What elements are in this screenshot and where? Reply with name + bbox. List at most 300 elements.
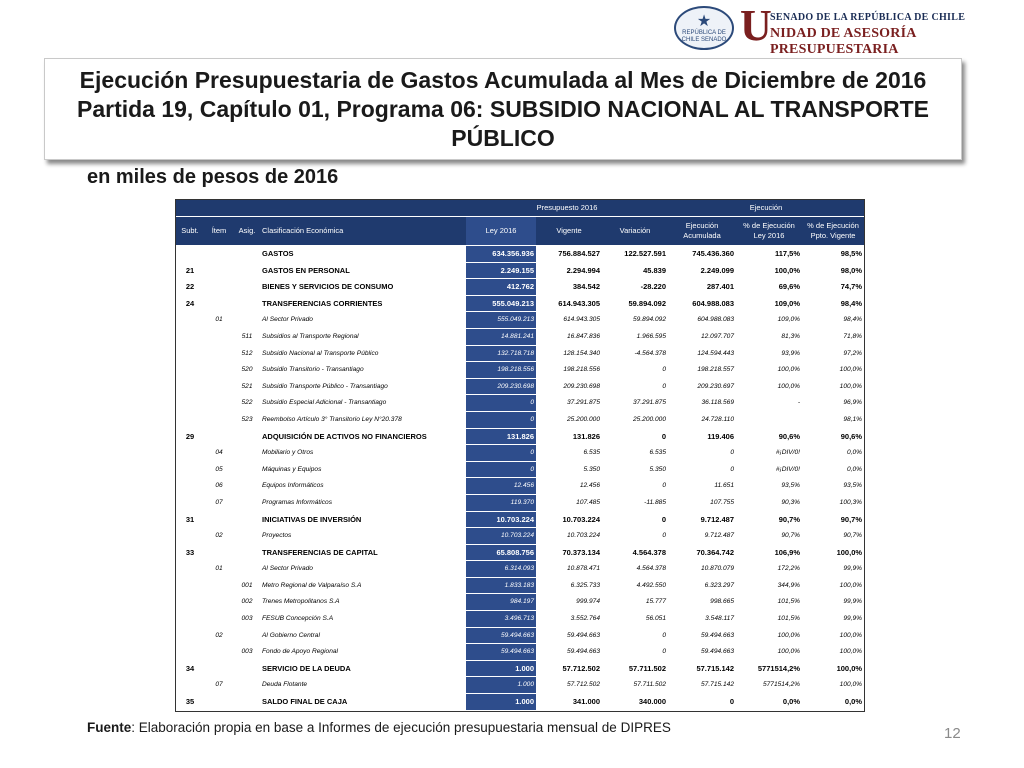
cell-description: Proyectos [260, 528, 466, 545]
cell-variacion: 0 [602, 528, 668, 545]
cell-ley: 0 [466, 411, 536, 428]
table-row [176, 461, 864, 478]
cell-item [204, 395, 234, 412]
table-row [176, 660, 864, 677]
cell-description: Al Sector Privado [260, 561, 466, 578]
cell-asig: 512 [234, 345, 260, 362]
cell-vigente: 128.154.340 [536, 345, 602, 362]
cell-subt: 31 [176, 511, 204, 528]
cell-pct-vigente: 100,0% [802, 577, 864, 594]
cell-asig [234, 677, 260, 694]
cell-pct-ley: 117,5% [736, 246, 802, 263]
cell-ejecucion: 0 [668, 445, 736, 462]
table-row [176, 295, 864, 312]
cell-pct-ley: 5771514,2% [736, 660, 802, 677]
cell-variacion: 57.711.502 [602, 677, 668, 694]
cell-variacion: 15.777 [602, 594, 668, 611]
cell-vigente: 131.826 [536, 428, 602, 445]
table-row [176, 561, 864, 578]
cell-item [204, 262, 234, 279]
cell-pct-ley: 101,5% [736, 594, 802, 611]
cell-item [204, 362, 234, 379]
col-header-pct-vigente: % de Ejecución Ppto. Vigente [802, 217, 864, 246]
cell-ley: 1.000 [466, 694, 536, 711]
cell-vigente: 756.884.527 [536, 246, 602, 263]
cell-pct-vigente: 71,8% [802, 328, 864, 345]
cell-pct-ley: 109,0% [736, 295, 802, 312]
page-title [45, 59, 961, 153]
cell-variacion: 0 [602, 511, 668, 528]
cell-variacion: 5.350 [602, 461, 668, 478]
cell-vigente: 5.350 [536, 461, 602, 478]
cell-ejecucion: 57.715.142 [668, 677, 736, 694]
col-header-item: Ítem [204, 217, 234, 246]
cell-ley: 984.197 [466, 594, 536, 611]
footer-text: : Elaboración propia en base a Informes de ejecución presupuestaria mensual de DIPRES [131, 720, 671, 735]
cell-asig [234, 428, 260, 445]
cell-pct-vigente: 100,0% [802, 378, 864, 395]
cell-pct-ley: 93,9% [736, 345, 802, 362]
cell-description: Subsidio Transporte Público - Transantiago [260, 378, 466, 395]
cell-ejecucion: 0 [668, 694, 736, 711]
cell-ley: 0 [466, 395, 536, 412]
cell-item [204, 345, 234, 362]
col-header-ejecucion: Ejecución Acumulada [668, 217, 736, 246]
title-box [44, 58, 962, 160]
group-header-presupuesto: Presupuesto 2016 [466, 200, 668, 217]
cell-vigente: 10.878.471 [536, 561, 602, 578]
cell-description: Subsidios al Transporte Regional [260, 328, 466, 345]
units-subtitle: en miles de pesos de 2016 [87, 166, 339, 188]
cell-subt: 24 [176, 295, 204, 312]
cell-description: SERVICIO DE LA DEUDA [260, 660, 466, 677]
cell-subt [176, 395, 204, 412]
cell-asig [234, 478, 260, 495]
cell-subt: 35 [176, 694, 204, 711]
cell-ejecucion: 745.436.360 [668, 246, 736, 263]
cell-ejecucion: 9.712.487 [668, 511, 736, 528]
cell-ley: 1.000 [466, 677, 536, 694]
cell-subt [176, 494, 204, 511]
cell-ley: 555.049.213 [466, 295, 536, 312]
cell-description: Mobiliario y Otros [260, 445, 466, 462]
cell-ejecucion: 59.494.663 [668, 644, 736, 661]
title-line-3: PÚBLICO [451, 125, 555, 151]
cell-vigente: 6.535 [536, 445, 602, 462]
cell-variacion: 122.527.591 [602, 246, 668, 263]
cell-pct-vigente: 98,5% [802, 246, 864, 263]
logo-unit-name: NIDAD DE ASESORÍA PRESUPUESTARIA [770, 26, 916, 57]
cell-ejecucion: 57.715.142 [668, 660, 736, 677]
cell-asig [234, 511, 260, 528]
cell-pct-ley: 172,2% [736, 561, 802, 578]
cell-item: 05 [204, 461, 234, 478]
cell-ejecucion: 107.755 [668, 494, 736, 511]
cell-item [204, 295, 234, 312]
cell-description: Metro Regional de Valparaíso S.A [260, 577, 466, 594]
cell-variacion: 6.535 [602, 445, 668, 462]
cell-vigente: 12.456 [536, 478, 602, 495]
cell-pct-ley: 100,0% [736, 378, 802, 395]
cell-variacion: 57.711.502 [602, 660, 668, 677]
footer-label: Fuente [87, 720, 132, 735]
table-row [176, 611, 864, 628]
cell-ley: 10.703.224 [466, 528, 536, 545]
cell-ejecucion: 2.249.099 [668, 262, 736, 279]
cell-pct-ley: 90,7% [736, 511, 802, 528]
cell-asig: 003 [234, 611, 260, 628]
cell-asig [234, 312, 260, 329]
cell-ley: 0 [466, 445, 536, 462]
group-header-ejecucion: Ejecución [668, 200, 864, 217]
table-row [176, 362, 864, 379]
cell-description: Subsidio Transitorio - Transantiago [260, 362, 466, 379]
table-row [176, 445, 864, 462]
cell-item [204, 594, 234, 611]
table-row [176, 395, 864, 412]
cell-pct-ley: 100,0% [736, 262, 802, 279]
table-row [176, 677, 864, 694]
cell-variacion: 59.894.092 [602, 295, 668, 312]
cell-pct-vigente: 96,9% [802, 395, 864, 412]
cell-variacion: 4.564.378 [602, 561, 668, 578]
cell-description: Al Gobierno Central [260, 627, 466, 644]
cell-vigente: 25.200.000 [536, 411, 602, 428]
table-row [176, 328, 864, 345]
col-header-pct-ley: % de Ejecución Ley 2016 [736, 217, 802, 246]
senate-seal-logo: ★ REPÚBLICA DE CHILE SENADO [674, 6, 734, 50]
cell-pct-vigente: 100,0% [802, 677, 864, 694]
cell-variacion: 4.492.550 [602, 577, 668, 594]
cell-variacion: 56.051 [602, 611, 668, 628]
cell-ejecucion: 9.712.487 [668, 528, 736, 545]
cell-asig [234, 295, 260, 312]
cell-variacion: 37.291.875 [602, 395, 668, 412]
cell-ejecucion: 119.406 [668, 428, 736, 445]
table-row [176, 494, 864, 511]
header-blank [176, 200, 466, 217]
cell-subt: 34 [176, 660, 204, 677]
cell-subt [176, 328, 204, 345]
cell-ejecucion: 209.230.697 [668, 378, 736, 395]
cell-description: ADQUISICIÓN DE ACTIVOS NO FINANCIEROS [260, 428, 466, 445]
cell-ley: 3.496.713 [466, 611, 536, 628]
cell-pct-ley: - [736, 395, 802, 412]
cell-asig: 521 [234, 378, 260, 395]
cell-item: 01 [204, 312, 234, 329]
cell-subt [176, 611, 204, 628]
cell-subt [176, 362, 204, 379]
cell-item: 07 [204, 677, 234, 694]
cell-variacion: -28.220 [602, 279, 668, 296]
cell-ley: 131.826 [466, 428, 536, 445]
cell-description: INICIATIVAS DE INVERSIÓN [260, 511, 466, 528]
cell-ejecucion: 10.870.079 [668, 561, 736, 578]
cell-ley: 59.494.663 [466, 627, 536, 644]
cell-vigente: 341.000 [536, 694, 602, 711]
cell-pct-vigente: 90,7% [802, 511, 864, 528]
cell-pct-vigente: 93,5% [802, 478, 864, 495]
col-header-subt: Subt. [176, 217, 204, 246]
cell-pct-ley: 101,5% [736, 611, 802, 628]
cell-subt [176, 246, 204, 263]
cell-subt [176, 445, 204, 462]
cell-pct-vigente: 99,9% [802, 561, 864, 578]
cell-description: TRANSFERENCIAS CORRIENTES [260, 295, 466, 312]
cell-ley: 132.718.718 [466, 345, 536, 362]
cell-item [204, 544, 234, 561]
cell-item [204, 660, 234, 677]
cell-ley: 2.249.155 [466, 262, 536, 279]
table-row [176, 694, 864, 711]
table-row [176, 312, 864, 329]
cell-ejecucion: 998.665 [668, 594, 736, 611]
cell-ejecucion: 6.323.297 [668, 577, 736, 594]
cell-variacion: -4.564.378 [602, 345, 668, 362]
cell-pct-ley: 81,3% [736, 328, 802, 345]
cell-subt [176, 577, 204, 594]
cell-pct-vigente: 98,4% [802, 295, 864, 312]
cell-pct-vigente: 0,0% [802, 461, 864, 478]
cell-ejecucion: 604.988.083 [668, 295, 736, 312]
cell-pct-vigente: 97,2% [802, 345, 864, 362]
cell-ley: 119.370 [466, 494, 536, 511]
cell-pct-vigente: 90,6% [802, 428, 864, 445]
cell-pct-vigente: 100,0% [802, 627, 864, 644]
cell-vigente: 16.847.836 [536, 328, 602, 345]
cell-asig: 001 [234, 577, 260, 594]
cell-asig [234, 561, 260, 578]
cell-ley: 12.456 [466, 478, 536, 495]
cell-pct-ley: 90,3% [736, 494, 802, 511]
cell-pct-ley: 93,5% [736, 478, 802, 495]
cell-asig [234, 445, 260, 462]
cell-subt [176, 345, 204, 362]
cell-ejecucion: 287.401 [668, 279, 736, 296]
cell-asig: 520 [234, 362, 260, 379]
table-row [176, 246, 864, 263]
cell-pct-vigente: 100,0% [802, 660, 864, 677]
cell-subt [176, 528, 204, 545]
cell-ejecucion: 604.988.083 [668, 312, 736, 329]
cell-ejecucion: 3.548.117 [668, 611, 736, 628]
col-header-clasificacion: Clasificación Económica [260, 217, 466, 246]
cell-description: Programas Informáticos [260, 494, 466, 511]
budget-table [176, 200, 864, 711]
cell-ley: 1.833.183 [466, 577, 536, 594]
cell-subt [176, 561, 204, 578]
cell-ley: 10.703.224 [466, 511, 536, 528]
cell-asig: 003 [234, 644, 260, 661]
col-header-ley: Ley 2016 [466, 217, 536, 246]
cell-pct-ley: 344,9% [736, 577, 802, 594]
cell-ley: 198.218.556 [466, 362, 536, 379]
cell-ley: 0 [466, 461, 536, 478]
cell-pct-ley: 0,0% [736, 694, 802, 711]
cell-ejecucion: 124.594.443 [668, 345, 736, 362]
table-row [176, 594, 864, 611]
cell-asig: 522 [234, 395, 260, 412]
cell-pct-ley: #¡DIV/0! [736, 461, 802, 478]
cell-variacion: 59.894.092 [602, 312, 668, 329]
cell-variacion: 0 [602, 428, 668, 445]
cell-vigente: 59.494.663 [536, 644, 602, 661]
cell-variacion: -11.885 [602, 494, 668, 511]
cell-item: 07 [204, 494, 234, 511]
cell-pct-vigente: 100,0% [802, 544, 864, 561]
cell-description: SALDO FINAL DE CAJA [260, 694, 466, 711]
cell-description: Al Sector Privado [260, 312, 466, 329]
cell-pct-ley: 100,0% [736, 644, 802, 661]
cell-ley: 209.230.698 [466, 378, 536, 395]
cell-pct-vigente: 98,0% [802, 262, 864, 279]
table-row [176, 279, 864, 296]
cell-pct-vigente: 74,7% [802, 279, 864, 296]
cell-item [204, 694, 234, 711]
cell-pct-ley: #¡DIV/0! [736, 445, 802, 462]
cell-vigente: 6.325.733 [536, 577, 602, 594]
cell-item [204, 378, 234, 395]
seal-text: REPÚBLICA DE CHILE SENADO [681, 30, 727, 43]
cell-variacion: 0 [602, 644, 668, 661]
cell-variacion: 4.564.378 [602, 544, 668, 561]
cell-asig [234, 246, 260, 263]
cell-asig [234, 528, 260, 545]
cell-pct-ley [736, 411, 802, 428]
source-footer [87, 720, 671, 735]
table-row [176, 544, 864, 561]
table-header [176, 200, 864, 246]
cell-item: 01 [204, 561, 234, 578]
cell-pct-ley: 100,0% [736, 362, 802, 379]
cell-asig [234, 461, 260, 478]
cell-subt [176, 594, 204, 611]
cell-ejecucion: 24.728.110 [668, 411, 736, 428]
col-header-variacion: Variación [602, 217, 668, 246]
cell-pct-ley: 69,6% [736, 279, 802, 296]
cell-item [204, 511, 234, 528]
cell-ejecucion: 36.118.569 [668, 395, 736, 412]
cell-subt [176, 644, 204, 661]
cell-pct-vigente: 98,1% [802, 411, 864, 428]
cell-pct-ley: 5771514,2% [736, 677, 802, 694]
cell-vigente: 2.294.994 [536, 262, 602, 279]
cell-asig [234, 627, 260, 644]
cell-vigente: 614.943.305 [536, 312, 602, 329]
cell-item [204, 577, 234, 594]
cell-variacion: 25.200.000 [602, 411, 668, 428]
cell-description: Trenes Metropolitanos S.A [260, 594, 466, 611]
cell-subt [176, 677, 204, 694]
cell-asig [234, 544, 260, 561]
cell-vigente: 107.485 [536, 494, 602, 511]
cell-ley: 65.808.756 [466, 544, 536, 561]
cell-pct-vigente: 98,4% [802, 312, 864, 329]
table-row [176, 428, 864, 445]
cell-variacion: 45.839 [602, 262, 668, 279]
cell-description: Subsidio Nacional al Transporte Público [260, 345, 466, 362]
table-row [176, 644, 864, 661]
cell-subt: 21 [176, 262, 204, 279]
cell-vigente: 999.974 [536, 594, 602, 611]
cell-item: 06 [204, 478, 234, 495]
cell-description: Reembolso Artículo 3° Transitorio Ley N°20.378 [260, 411, 466, 428]
col-header-asig: Asig. [234, 217, 260, 246]
cell-vigente: 10.703.224 [536, 511, 602, 528]
cell-item [204, 328, 234, 345]
page-number: 12 [944, 725, 961, 742]
cell-ley: 555.049.213 [466, 312, 536, 329]
cell-vigente: 209.230.698 [536, 378, 602, 395]
cell-vigente: 59.494.663 [536, 627, 602, 644]
cell-ley: 6.314.093 [466, 561, 536, 578]
cell-pct-vigente: 90,7% [802, 528, 864, 545]
cell-pct-ley: 100,0% [736, 627, 802, 644]
cell-variacion: 0 [602, 378, 668, 395]
cell-description: Fondo de Apoyo Regional [260, 644, 466, 661]
cell-pct-vigente: 99,9% [802, 611, 864, 628]
cell-variacion: 0 [602, 627, 668, 644]
cell-item: 02 [204, 528, 234, 545]
cell-item: 02 [204, 627, 234, 644]
cell-subt: 33 [176, 544, 204, 561]
table-row [176, 411, 864, 428]
cell-item [204, 611, 234, 628]
cell-item [204, 411, 234, 428]
cell-asig [234, 660, 260, 677]
table-row [176, 627, 864, 644]
table-body [176, 246, 864, 711]
table-row [176, 478, 864, 495]
cell-subt [176, 411, 204, 428]
cell-asig [234, 262, 260, 279]
cell-subt: 22 [176, 279, 204, 296]
cell-variacion: 1.966.595 [602, 328, 668, 345]
cell-ejecucion: 12.097.707 [668, 328, 736, 345]
cell-item [204, 644, 234, 661]
cell-pct-vigente: 100,0% [802, 362, 864, 379]
logo-u-letter: U [740, 1, 772, 50]
cell-asig: 523 [234, 411, 260, 428]
table-row [176, 528, 864, 545]
cell-ley: 634.356.936 [466, 246, 536, 263]
title-line-1: Ejecución Presupuestaria de Gastos Acumulada al Mes de Diciembre de 2016 [79, 67, 927, 93]
cell-description: GASTOS EN PERSONAL [260, 262, 466, 279]
cell-pct-vigente: 100,0% [802, 644, 864, 661]
cell-subt [176, 627, 204, 644]
cell-description: Máquinas y Equipos [260, 461, 466, 478]
cell-pct-ley: 106,9% [736, 544, 802, 561]
cell-pct-ley: 109,0% [736, 312, 802, 329]
cell-description: Deuda Flotante [260, 677, 466, 694]
cell-subt: 29 [176, 428, 204, 445]
cell-pct-vigente: 99,9% [802, 594, 864, 611]
cell-vigente: 37.291.875 [536, 395, 602, 412]
cell-vigente: 614.943.305 [536, 295, 602, 312]
cell-pct-vigente: 100,3% [802, 494, 864, 511]
cell-ley: 59.494.663 [466, 644, 536, 661]
cell-subt [176, 378, 204, 395]
cell-asig [234, 279, 260, 296]
cell-variacion: 0 [602, 362, 668, 379]
cell-description: GASTOS [260, 246, 466, 263]
cell-ley: 412.762 [466, 279, 536, 296]
cell-subt [176, 461, 204, 478]
cell-pct-ley: 90,7% [736, 528, 802, 545]
cell-vigente: 198.218.556 [536, 362, 602, 379]
cell-asig: 002 [234, 594, 260, 611]
cell-description: TRANSFERENCIAS DE CAPITAL [260, 544, 466, 561]
